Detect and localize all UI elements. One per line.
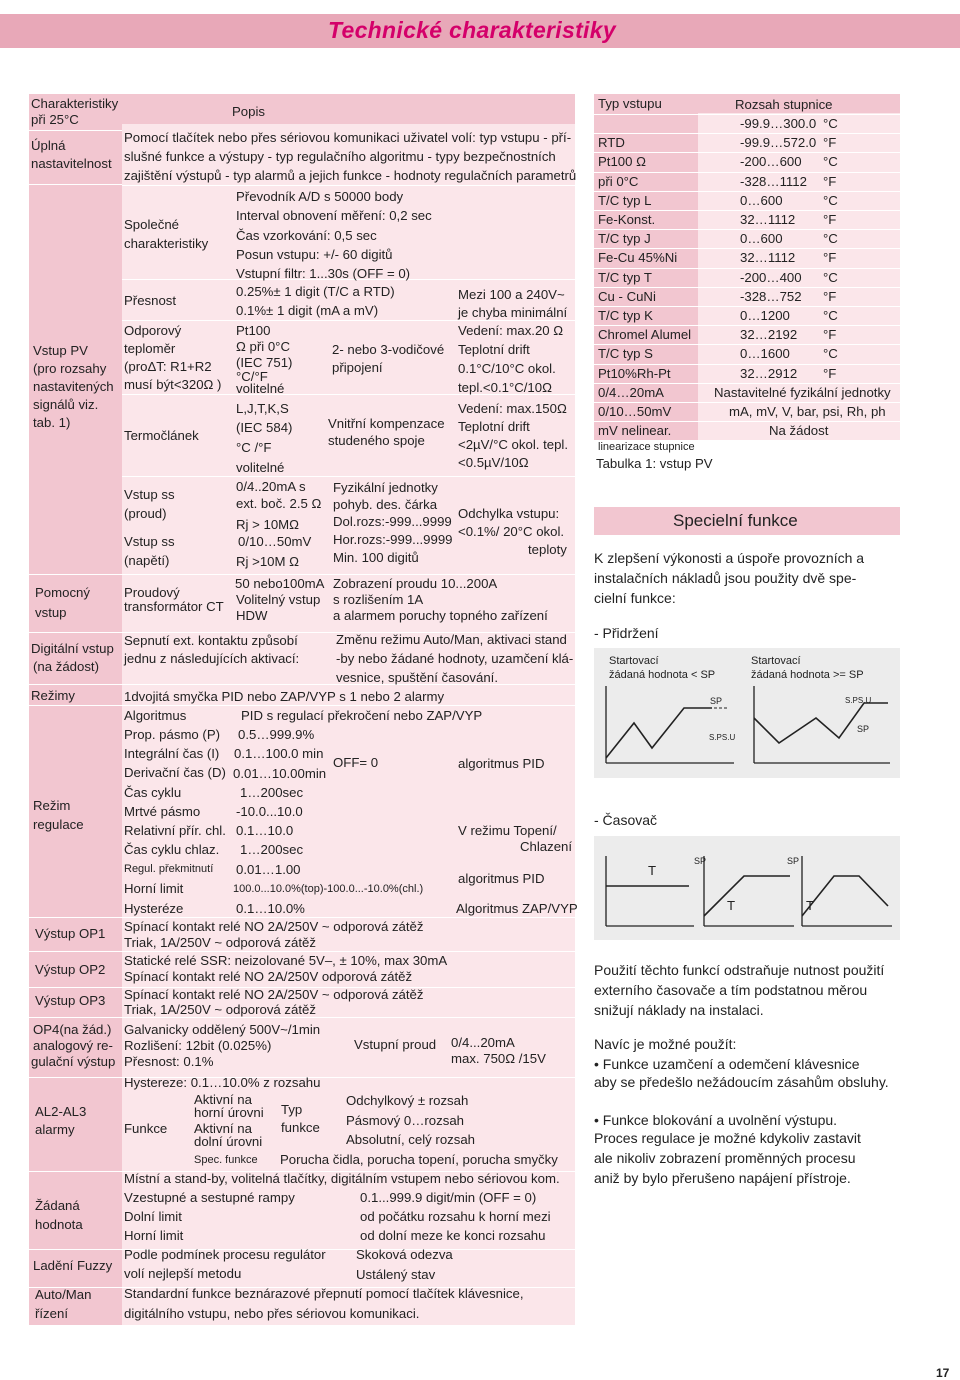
linearizace-label: linearizace stupnice bbox=[598, 441, 695, 453]
label-regulace: regulace bbox=[33, 817, 84, 832]
odporovy-label-3: (proΔT: R1+R2 bbox=[124, 359, 212, 374]
reg-label: Hysteréze bbox=[124, 901, 184, 916]
timer-t-label: T bbox=[806, 898, 815, 913]
op1-line-2: Triak, 1A/250V ~ odporová zátěž bbox=[124, 935, 316, 950]
input-type-cell: 0/10…50mV bbox=[598, 404, 672, 419]
auto-text-2: digitálního vstupu, nebo přes sériovou komunikaci. bbox=[124, 1306, 420, 1321]
input-table-row-separator bbox=[594, 152, 900, 153]
special-text1-1: Použití těchto funkcí odstraňuje nutnost použití bbox=[594, 962, 885, 978]
reg-value: 1…200sec bbox=[240, 785, 304, 800]
reg-value: 100.0...10.0%(top)-100.0...-10.0%(chl.) bbox=[233, 883, 424, 895]
special-bullet1-2: aby se předešlo nežádoucím zásahům obsluhy. bbox=[594, 1074, 889, 1090]
input-unit-cell: °C bbox=[823, 193, 838, 208]
odporovy-value-3: (IEC 751) bbox=[236, 355, 293, 370]
popis-header-band bbox=[122, 94, 575, 124]
termoclanek-right-3: <2µV/°C okol. tepl. bbox=[458, 437, 569, 452]
odporovy-value-4: °C/°F bbox=[236, 369, 268, 384]
reg-off: OFF= 0 bbox=[333, 755, 379, 770]
odporovy-right-2: Teplotní drift bbox=[458, 342, 530, 357]
vstup-napeti-value-1: 0/10…50mV bbox=[238, 534, 312, 549]
label-rezim: Režim bbox=[33, 798, 71, 813]
odporovy-value-1: Pt100 bbox=[236, 323, 271, 338]
zad-row-value: od dolní meze ke konci rozsahu bbox=[360, 1228, 546, 1243]
proudovy-value-3: HDW bbox=[236, 608, 268, 623]
op2-line-2: Spínací kontakt relé NO 2A/250V odporová zátěž bbox=[124, 969, 413, 984]
special-intro-1: K zlepšení výkonosti a úspoře provozních a bbox=[594, 550, 865, 566]
odporovy-value-5: volitelné bbox=[236, 381, 285, 396]
input-table-header-range: Rozsah stupnice bbox=[735, 97, 833, 112]
odporovy-mid-1: 2- nebo 3-vodičové bbox=[332, 342, 445, 357]
termoclanek-mid-2: studeného spoje bbox=[328, 433, 425, 448]
op4-line-3: Přesnost: 0.1% bbox=[124, 1054, 214, 1069]
input-range-cell: 32…2192 bbox=[740, 327, 798, 342]
special-text1-2: externího časovače a tím podstatnou měrou bbox=[594, 982, 868, 998]
label-pomocny: Pomocný bbox=[35, 585, 90, 600]
fuzzy-left-2: volí nejlepší metodu bbox=[124, 1266, 242, 1281]
label-op4-2: analogový re- bbox=[33, 1038, 113, 1053]
label-digitalni: Digitální vstup bbox=[31, 641, 114, 656]
reg-label: Relativní přír. chl. bbox=[124, 823, 226, 838]
graph1-label-1: Startovací bbox=[609, 655, 659, 667]
proudovy-right-2: s rozlišením 1A bbox=[333, 592, 424, 607]
zad-row-value: od počátku rozsahu k horní mezi bbox=[360, 1209, 551, 1224]
presnost-label: Přesnost bbox=[124, 293, 177, 308]
proudovy-value-1: 50 nebo100mA bbox=[235, 576, 325, 591]
zad-row-label: Dolní limit bbox=[124, 1209, 182, 1224]
proudovy-label-2: transformátor CT bbox=[124, 599, 224, 614]
al-type-1: Odchylkový ± rozsah bbox=[346, 1093, 469, 1108]
op4-line-2: Rozlišení: 12bit (0.025%) bbox=[124, 1038, 272, 1053]
special-intro-2: instalačních nákladů jsou použity dvě spe- bbox=[594, 570, 857, 586]
auto-text-1: Standardní funkce beznárazové přepnutí pomocí tlačítek klávesnice, bbox=[124, 1286, 524, 1301]
rezimy-text: 1dvojitá smyčka PID nebo ZAP/VYP s 1 nebo 2 alarmy bbox=[124, 689, 445, 704]
al-hyst: Hystereze: 0.1…10.0% z rozsahu bbox=[124, 1075, 321, 1090]
input-table-row-separator bbox=[594, 268, 900, 269]
termoclanek-right-1: Vedení: max.150Ω bbox=[458, 401, 567, 416]
spolecne-value-1: Převodník A/D s 50000 body bbox=[236, 189, 404, 204]
input-range-cell: -99.9…572.0 bbox=[740, 135, 817, 150]
special-text1-3: snižují náklady na instalaci. bbox=[594, 1002, 764, 1018]
special-bullet2-1: • Funkce blokování a uvolnění výstupu. bbox=[594, 1112, 838, 1128]
fyzikalni-1: Fyzikální jednotky bbox=[333, 480, 438, 495]
timer-t-label: T bbox=[648, 863, 657, 878]
input-table-row-separator bbox=[594, 133, 900, 134]
input-type-cell: Cu - CuNi bbox=[598, 289, 656, 304]
proudovy-right-1: Zobrazení proudu 10...200A bbox=[333, 576, 498, 591]
reg-value: 0.1…10.0 bbox=[236, 823, 294, 838]
label-op4: OP4(na žád.) bbox=[33, 1022, 112, 1037]
label-uplna-2: nastavitelnost bbox=[31, 156, 112, 171]
input-table-row-separator bbox=[594, 325, 900, 326]
reg-value: 0.1…100.0 min bbox=[234, 746, 324, 761]
input-range-cell: Nastavitelné fyzikální jednotky bbox=[714, 385, 891, 400]
proudovy-label-1: Proudový bbox=[124, 585, 180, 600]
spolecne-value-3: Čas vzorkování: 0,5 sec bbox=[236, 228, 377, 243]
reg-label: Čas cyklu chlaz. bbox=[124, 842, 220, 857]
table-caption: Tabulka 1: vstup PV bbox=[596, 456, 713, 471]
input-type-cell: mV nelinear. bbox=[598, 423, 672, 438]
input-table-row-separator bbox=[594, 172, 900, 173]
graph-background bbox=[594, 836, 900, 940]
digital-right-1: Změnu režimu Auto/Man, aktivaci stand bbox=[336, 632, 567, 647]
input-type-cell: Fe-Konst. bbox=[598, 212, 656, 227]
input-type-cell: T/C typ J bbox=[598, 231, 651, 246]
odporovy-mid-2: připojení bbox=[332, 360, 383, 375]
proudovy-right-3: a alarmem poruchy topného zařízení bbox=[333, 608, 548, 623]
input-table-row-separator bbox=[594, 114, 900, 115]
reg-label: Čas cyklu bbox=[124, 785, 182, 800]
input-type-cell: Fe-Cu 45%Ni bbox=[598, 250, 678, 265]
odporovy-label-2: teploměr bbox=[124, 341, 176, 356]
vstup-proud-label-2: (proud) bbox=[124, 506, 167, 521]
intro-line-1: Pomocí tlačítek nebo přes sériovou komunikaci uživatel volí: typ vstupu - pří- bbox=[124, 130, 572, 145]
reg-topeni-2: Chlazení bbox=[520, 839, 573, 854]
input-range-cell: 32…2912 bbox=[740, 366, 798, 381]
vstup-proud-value-1: 0/4..20mA s bbox=[236, 479, 306, 494]
al-spec: Porucha čidla, porucha topení, porucha smyčky bbox=[280, 1152, 558, 1167]
input-range-cell: 32…1112 bbox=[740, 250, 796, 265]
al-funkce: Funkce bbox=[124, 1121, 168, 1136]
label-vstup-pv-2: (pro rozsahy bbox=[33, 361, 107, 376]
fyzikalni-3: Dol.rozs:-999...9999 bbox=[333, 514, 452, 529]
intro-line-3: zajištění výstupů - typ alarmů a jejich funkce - hodnoty regulačních parametrů bbox=[124, 168, 577, 183]
timer-graphs-diagram bbox=[594, 836, 900, 940]
op4-line-1: Galvanicky oddělený 500V~/1min bbox=[124, 1022, 321, 1037]
termoclanek-value-4: volitelné bbox=[236, 460, 285, 475]
graph1-sp-label: SP bbox=[710, 696, 723, 706]
al-type-3: Absolutní, celý rozsah bbox=[346, 1132, 476, 1147]
label-charakteristiky-2: při 25°C bbox=[31, 112, 79, 127]
input-type-cell: RTD bbox=[598, 135, 625, 150]
reg-value: 0.01…10.00min bbox=[233, 766, 327, 781]
label-fuzzy: Ladění Fuzzy bbox=[33, 1258, 113, 1273]
input-table-row-separator bbox=[594, 402, 900, 403]
op3-line-2: Triak, 1A/250V ~ odporová zátěž bbox=[124, 1002, 316, 1017]
reg-label: Regul. překmitnutí bbox=[124, 863, 214, 875]
input-range-cell: -328…1112 bbox=[740, 174, 807, 189]
graph2-label-2: žádaná hodnota >= SP bbox=[751, 669, 864, 681]
input-type-cell: T/C typ S bbox=[598, 346, 653, 361]
vstup-napeti-label-1: Vstup ss bbox=[124, 534, 175, 549]
graph1-spsu-label: S.PS.U bbox=[709, 733, 736, 742]
reg-pid2: algoritmus PID bbox=[458, 871, 545, 886]
fyzikalni-5: Min. 100 digitů bbox=[333, 550, 419, 565]
input-type-cell: T/C typ K bbox=[598, 308, 653, 323]
label-zadana-2: hodnota bbox=[35, 1217, 83, 1232]
spolecne-value-5: Vstupní filtr: 1...30s (OFF = 0) bbox=[236, 266, 411, 281]
termoclanek-label: Termočlánek bbox=[124, 428, 199, 443]
input-unit-cell: °C bbox=[823, 270, 838, 285]
presnost-note-2: je chyba minimální bbox=[458, 305, 568, 320]
label-pomocny-2: vstup bbox=[35, 605, 67, 620]
al-typ-2: funkce bbox=[281, 1120, 320, 1135]
input-unit-cell: °C bbox=[823, 308, 838, 323]
label-digitalni-2: (na žádost) bbox=[33, 659, 99, 674]
special-intro-3: cielní funkce: bbox=[594, 590, 676, 606]
reg-label: Integrální čas (I) bbox=[124, 746, 220, 761]
special-bullet2-2: Proces regulace je možné kdykoliv zastavit bbox=[594, 1130, 861, 1146]
reg-topeni-1: V režimu Topení/ bbox=[458, 823, 557, 838]
label-charakteristiky: Charakteristiky bbox=[31, 96, 119, 111]
input-table-row-separator bbox=[594, 344, 900, 345]
zad-text: Místní a stand-by, volitelná tlačítky, digitálním vstupem nebo sériovou kom. bbox=[124, 1171, 560, 1186]
input-unit-cell: °C bbox=[823, 231, 838, 246]
reg-pid: algoritmus PID bbox=[458, 756, 545, 771]
reg-zapvyp: Algoritmus ZAP/VYP bbox=[456, 901, 578, 916]
input-range-cell: 0…600 bbox=[740, 193, 783, 208]
input-table-row-separator bbox=[594, 306, 900, 307]
al-type-2: Pásmový 0…rozsah bbox=[346, 1113, 464, 1128]
casovac-heading: - Časovač bbox=[594, 812, 658, 828]
graph2-spsu-label: S.PS.U bbox=[845, 696, 872, 705]
termoclanek-value-1: L,J,T,K,S bbox=[236, 401, 289, 416]
op3-line-1: Spínací kontakt relé NO 2A/250V ~ odporová zátěž bbox=[124, 987, 424, 1002]
input-type-cell: T/C typ T bbox=[598, 270, 652, 285]
input-type-cell: Chromel Alumel bbox=[598, 327, 692, 342]
op1-line-1: Spínací kontakt relé NO 2A/250V ~ odporová zátěž bbox=[124, 919, 424, 934]
input-table-row-separator bbox=[594, 364, 900, 365]
termoclanek-value-2: (IEC 584) bbox=[236, 420, 293, 435]
timer-sp-label: SP bbox=[694, 856, 707, 866]
al-aktiv1-1: Aktivní na bbox=[194, 1092, 252, 1107]
label-op3: Výstup OP3 bbox=[35, 993, 106, 1008]
input-type-cell: Pt100 Ω bbox=[598, 154, 646, 169]
label-zadana: Žádaná bbox=[35, 1198, 80, 1213]
reg-value: 0.01…1.00 bbox=[236, 862, 301, 877]
reg-label: Horní limit bbox=[124, 881, 184, 896]
presnost-value-2: 0.1%± 1 digit (mA a mV) bbox=[236, 303, 379, 318]
op4-right-1: 0/4...20mA bbox=[451, 1035, 515, 1050]
label-op1: Výstup OP1 bbox=[35, 926, 106, 941]
input-type-cell: Pt10%Rh-Pt bbox=[598, 366, 671, 381]
intro-line-2: slušné funkce a výstupy - typ regulačního algoritmu - typy bezpečnostních bbox=[124, 149, 556, 164]
termoclanek-value-3: °C /°F bbox=[236, 440, 272, 455]
odporovy-label-1: Odporový bbox=[124, 323, 182, 338]
al-typ-1: Typ bbox=[281, 1102, 303, 1117]
zad-row-value: 0.1...999.9 digit/min (OFF = 0) bbox=[360, 1190, 537, 1205]
odporovy-right-1: Vedení: max.20 Ω bbox=[458, 323, 564, 338]
input-unit-cell: °F bbox=[823, 327, 837, 342]
timer-t-label: T bbox=[727, 898, 736, 913]
input-type-cell: 0/4…20mA bbox=[598, 385, 664, 400]
digital-right-3: vesnice, spuštění časování. bbox=[336, 670, 499, 685]
graph1-label-2: žádaná hodnota < SP bbox=[609, 669, 716, 681]
al-spec-label: Spec. funkce bbox=[194, 1154, 258, 1166]
vstup-proud-value-2: ext. boč. 2.5 Ω bbox=[236, 496, 322, 511]
digital-left-1: Sepnutí ext. kontaktu způsobí bbox=[124, 633, 298, 648]
odporovy-right-4: tepl.<0.1°C/10Ω bbox=[458, 380, 552, 395]
op4-mid: Vstupní proud bbox=[354, 1037, 437, 1052]
input-unit-cell: °C bbox=[823, 116, 838, 131]
input-table-row-separator bbox=[594, 287, 900, 288]
zad-row-label: Vzestupné a sestupné rampy bbox=[124, 1190, 295, 1205]
vstup-napeti-label-2: (napětí) bbox=[124, 553, 170, 568]
al-aktiv1-2: horní úrovni bbox=[194, 1105, 264, 1120]
odchylka-3: teploty bbox=[528, 542, 567, 557]
left-label-column bbox=[29, 94, 122, 1325]
input-range-cell: 32…1112 bbox=[740, 212, 796, 227]
special-bullet2-3: ale nikoliv zobrazení proměnných procesu bbox=[594, 1150, 856, 1166]
odporovy-right-3: 0.1°C/10°C okol. bbox=[458, 361, 556, 376]
fyzikalni-2: pohyb. des. čárka bbox=[333, 497, 438, 512]
input-table-row-separator bbox=[594, 383, 900, 384]
fuzzy-left-1: Podle podmínek procesu regulátor bbox=[124, 1247, 326, 1262]
fyzikalni-4: Hor.rozs:-999...9999 bbox=[333, 532, 453, 547]
reg-value: -10.0...10.0 bbox=[236, 804, 303, 819]
odchylka-1: Odchylka vstupu: bbox=[458, 506, 560, 521]
label-vstup-pv: Vstup PV bbox=[33, 343, 88, 358]
spolecne-label: Společné bbox=[124, 217, 179, 232]
input-range-cell: mA, mV, V, bar, psi, Rh, ph bbox=[729, 404, 886, 419]
fuzzy-right-1: Skoková odezva bbox=[356, 1247, 453, 1262]
op2-line-1: Statické relé SSR: neizolované 5V–, ± 10%, max 30mA bbox=[124, 953, 448, 968]
special-bullet1-1: • Funkce uzamčení a odemčení klávesnice bbox=[594, 1056, 860, 1072]
input-unit-cell: °C bbox=[823, 154, 838, 169]
vstup-napeti-value-2: Rj >10M Ω bbox=[236, 554, 299, 569]
reg-value: 0.1…10.0% bbox=[236, 901, 305, 916]
input-range-cell: 0…1600 bbox=[740, 346, 790, 361]
label-al: AL2-AL3 bbox=[35, 1104, 87, 1119]
page-number: 17 bbox=[936, 1366, 950, 1380]
graph2-label-1: Startovací bbox=[751, 655, 801, 667]
title-band bbox=[0, 14, 960, 48]
input-range-cell: -99.9…300.0 bbox=[740, 116, 817, 131]
label-uplna: Úplná bbox=[31, 138, 66, 153]
label-vstup-pv-4: signálů viz. bbox=[33, 397, 99, 412]
termoclanek-mid-1: Vnitřní kompenzace bbox=[328, 416, 445, 431]
input-unit-cell: °F bbox=[823, 174, 837, 189]
input-range-cell: -200…400 bbox=[740, 270, 802, 285]
input-range-cell: -328…752 bbox=[740, 289, 802, 304]
input-range-cell: -200…600 bbox=[740, 154, 802, 169]
input-type-cell: T/C typ L bbox=[598, 193, 652, 208]
label-vstup-pv-5: tab. 1) bbox=[33, 415, 71, 430]
vstup-proud-value-3: Rj > 10MΩ bbox=[236, 517, 299, 532]
input-range-cell: 0…1200 bbox=[740, 308, 790, 323]
special-bullet2-4: aniž by bylo přerušeno napájení přístroje. bbox=[594, 1170, 851, 1186]
input-unit-cell: °F bbox=[823, 250, 837, 265]
digital-left-2: jednu z následujících aktivací: bbox=[124, 651, 300, 666]
spolecne-value-4: Posun vstupu: +/- 60 digitů bbox=[236, 247, 393, 262]
input-unit-cell: °F bbox=[823, 135, 837, 150]
odporovy-label-4: musí být<320Ω ) bbox=[124, 377, 222, 392]
input-table-row-separator bbox=[594, 248, 900, 249]
input-unit-cell: °C bbox=[823, 346, 838, 361]
presnost-note-1: Mezi 100 a 240V~ bbox=[458, 287, 565, 302]
spolecne-value-2: Interval obnovení měření: 0,2 sec bbox=[236, 208, 432, 223]
input-type-cell: při 0°C bbox=[598, 174, 639, 189]
odporovy-value-2: Ω při 0°C bbox=[236, 339, 290, 354]
special-text2: Navíc je možné použít: bbox=[594, 1036, 737, 1052]
graph2-sp-label: SP bbox=[857, 724, 870, 734]
input-unit-cell: °F bbox=[823, 289, 837, 304]
op4-right-2: max. 750Ω /15V bbox=[451, 1051, 546, 1066]
timer-sp-label: SP bbox=[787, 856, 800, 866]
odchylka-2: <0.1%/ 20°C okol. bbox=[458, 524, 565, 539]
reg-label: Mrtvé pásmo bbox=[124, 804, 201, 819]
input-table-row-separator bbox=[594, 421, 900, 422]
input-unit-cell: °F bbox=[823, 366, 837, 381]
reg-value: 0.5…999.9% bbox=[238, 727, 315, 742]
label-auto: Auto/Man bbox=[35, 1287, 92, 1302]
label-auto-2: řízení bbox=[35, 1306, 68, 1321]
termoclanek-right-2: Teplotní drift bbox=[458, 419, 530, 434]
reg-value: 1…200sec bbox=[240, 842, 304, 857]
input-range-cell: 0…600 bbox=[740, 231, 783, 246]
label-op4-3: gulační výstup bbox=[31, 1054, 116, 1069]
input-unit-cell: °F bbox=[823, 212, 837, 227]
reg-value: PID s regulací překročení nebo ZAP/VYP bbox=[241, 708, 483, 723]
spolecne-label-2: charakteristiky bbox=[124, 236, 209, 251]
reg-label: Algoritmus bbox=[124, 708, 187, 723]
vstup-proud-label-1: Vstup ss bbox=[124, 487, 175, 502]
zad-row-label: Horní limit bbox=[124, 1228, 184, 1243]
input-table-row-separator bbox=[594, 210, 900, 211]
input-table-header-type: Typ vstupu bbox=[598, 96, 662, 111]
reg-label: Derivační čas (D) bbox=[124, 765, 226, 780]
label-al-2: alarmy bbox=[35, 1122, 75, 1137]
popis-header: Popis bbox=[232, 104, 265, 119]
fuzzy-right-2: Ustálený stav bbox=[356, 1267, 436, 1282]
special-title: Specielní funkce bbox=[673, 511, 798, 530]
al-aktiv2-2: dolní úrovni bbox=[194, 1134, 263, 1149]
input-range-cell: Na žádost bbox=[769, 423, 829, 438]
proudovy-value-2: Volitelný vstup bbox=[236, 592, 321, 607]
label-vstup-pv-3: nastavitených bbox=[33, 379, 114, 394]
al-aktiv2-1: Aktivní na bbox=[194, 1121, 252, 1136]
digital-right-2: -by nebo žádané hodnoty, uzamčení klá- bbox=[336, 651, 574, 666]
label-op2: Výstup OP2 bbox=[35, 962, 106, 977]
presnost-value-1: 0.25%± 1 digit (T/C a RTD) bbox=[236, 284, 395, 299]
pridrzeni-heading: - Přidržení bbox=[594, 625, 659, 641]
reg-label: Prop. pásmo (P) bbox=[124, 727, 221, 742]
input-table-row-separator bbox=[594, 229, 900, 230]
termoclanek-right-4: <0.5µV/10Ω bbox=[458, 455, 529, 470]
input-table-row-separator bbox=[594, 191, 900, 192]
page-title: Technické charakteristiky bbox=[328, 17, 616, 43]
label-rezimy: Režimy bbox=[31, 688, 75, 703]
